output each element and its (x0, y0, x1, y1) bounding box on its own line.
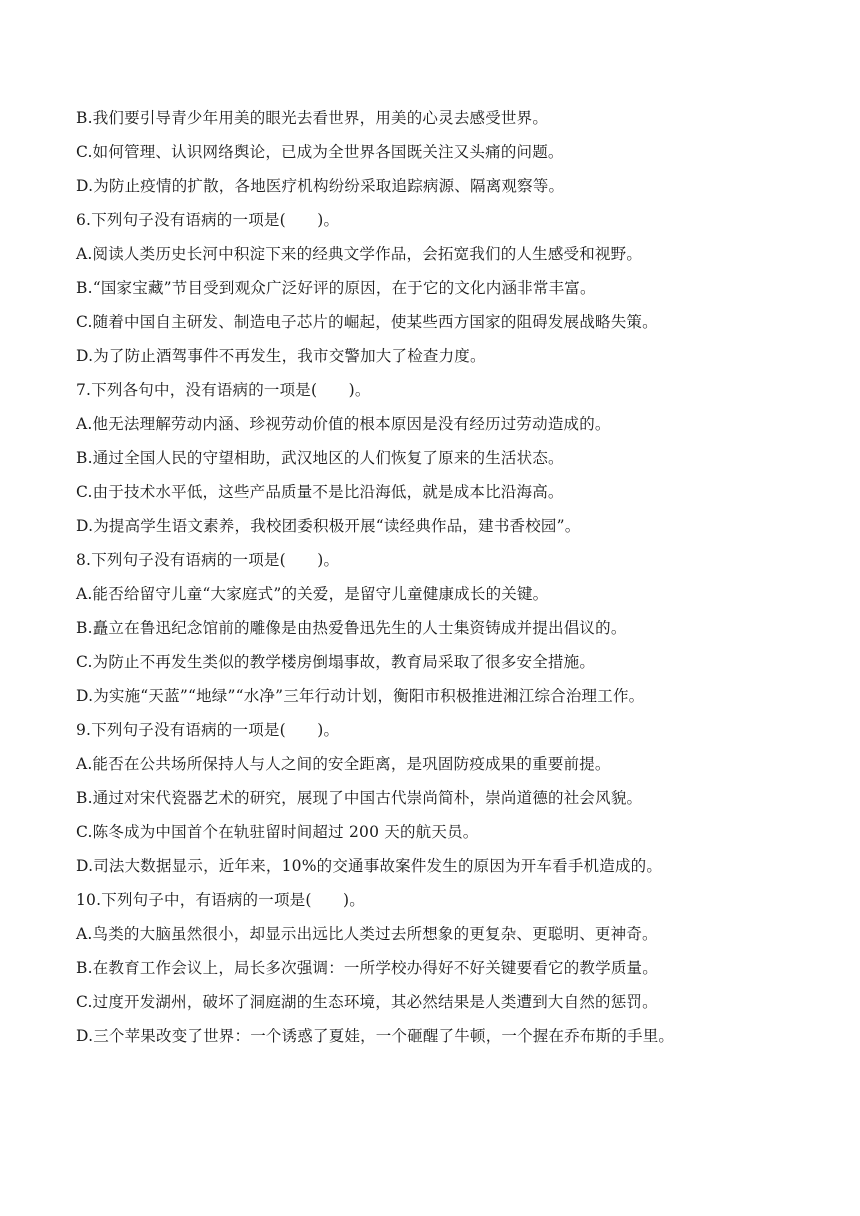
option-line: C.为防止不再发生类似的教学楼房倒塌事故，教育局采取了很多安全措施。 (76, 653, 596, 671)
option-line: B.矗立在鲁迅纪念馆前的雕像是由热爱鲁迅先生的人士集资铸成并提出倡议的。 (76, 619, 627, 637)
option-line: D.为了防止酒驾事件不再发生，我市交警加大了检查力度。 (76, 347, 486, 365)
option-line: C.随着中国自主研发、制造电子芯片的崛起，使某些西方国家的阻碍发展战略失策。 (76, 313, 658, 331)
option-line: D.三个苹果改变了世界：一个诱惑了夏娃，一个砸醒了牛顿，一个握在乔布斯的手里。 (76, 1027, 675, 1045)
option-line: D.为提高学生语文素养，我校团委积极开展“读经典作品，建书香校园”。 (76, 517, 581, 535)
option-line: D.为实施“天蓝”“地绿”“水净”三年行动计划，衡阳市积极推进湘江综合治理工作。 (76, 687, 645, 705)
option-line: D.司法大数据显示，近年来，10%的交通事故案件发生的原因为开车看手机造成的。 (76, 857, 663, 875)
option-line: A.能否在公共场所保持人与人之间的安全距离，是巩固防疫成果的重要前提。 (76, 755, 611, 773)
question-list (76, 101, 816, 1053)
question-line: 9.下列句子没有语病的一项是( )。 (76, 721, 340, 739)
option-line: C.如何管理、认识网络舆论，已成为全世界各国既关注又头痛的问题。 (76, 143, 564, 161)
option-line: B.“国家宝藏”节目受到观众广泛好评的原因，在于它的文化内涵非常丰富。 (76, 279, 596, 297)
question-line: 10.下列句子中，有语病的一项是( )。 (76, 891, 365, 909)
question-line: 8.下列句子没有语病的一项是( )。 (76, 551, 340, 569)
question-line: 7.下列各句中，没有语病的一项是( )。 (76, 381, 371, 399)
option-line: D.为防止疫情的扩散，各地医疗机构纷纷采取追踪病源、隔离观察等。 (76, 177, 565, 195)
option-line: C.过度开发湖州，破坏了洞庭湖的生态环境，其必然结果是人类遭到大自然的惩罚。 (76, 993, 658, 1011)
option-line: C.陈冬成为中国首个在轨驻留时间超过 200 天的航天员。 (76, 823, 479, 841)
option-line: C.由于技术水平低，这些产品质量不是比沿海低，就是成本比沿海高。 (76, 483, 564, 501)
option-line: A.阅读人类历史长河中积淀下来的经典文学作品，会拓宽我们的人生感受和视野。 (76, 245, 643, 263)
option-line: B.通过对宋代瓷器艺术的研究，展现了中国古代崇尚简朴，崇尚道德的社会风貌。 (76, 789, 643, 807)
question-line: 6.下列句子没有语病的一项是( )。 (76, 211, 340, 229)
option-line: B.在教育工作会议上，局长多次强调：一所学校办得好不好关键要看它的教学质量。 (76, 959, 658, 977)
option-line: A.能否给留守儿童“大家庭式”的关爱，是留守儿童健康成长的关键。 (76, 585, 549, 603)
option-line: A.鸟类的大脑虽然很小，却显示出远比人类过去所想象的更复杂、更聪明、更神奇。 (76, 925, 658, 943)
option-line: A.他无法理解劳动内涵、珍视劳动价值的根本原因是没有经历过劳动造成的。 (76, 415, 611, 433)
option-line: B.我们要引导青少年用美的眼光去看世界，用美的心灵去感受世界。 (76, 109, 549, 127)
option-line: B.通过全国人民的守望相助，武汉地区的人们恢复了原来的生活状态。 (76, 449, 564, 467)
